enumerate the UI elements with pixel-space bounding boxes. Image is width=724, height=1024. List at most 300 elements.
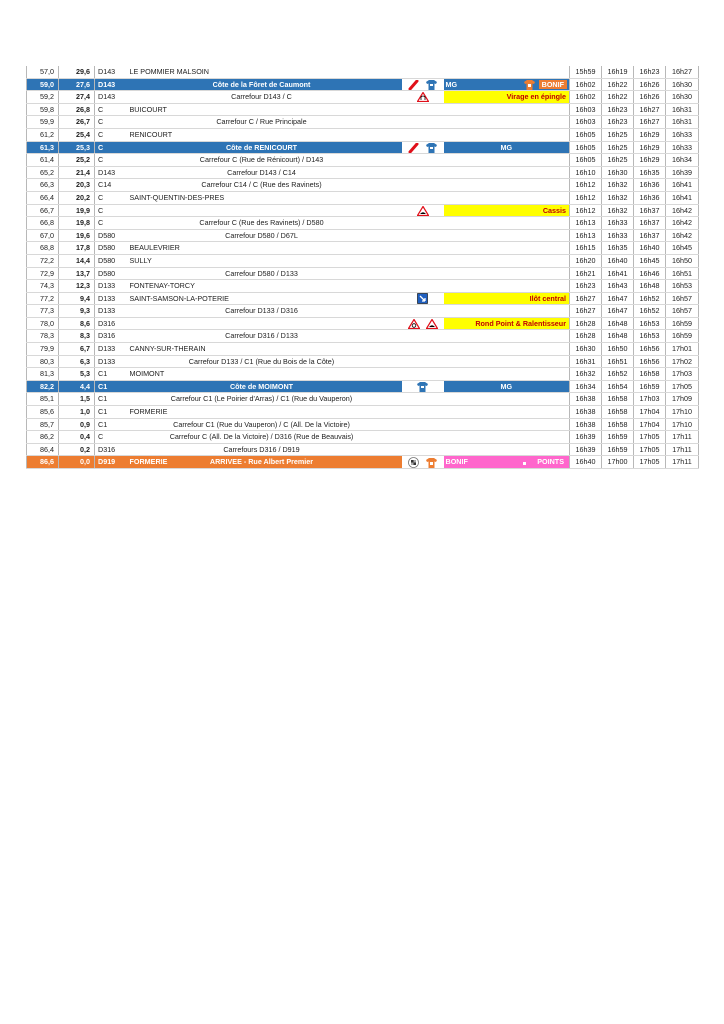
km-cell: 74,3 — [27, 280, 59, 293]
time-cell: 16h25 — [602, 141, 634, 154]
note-cell — [444, 292, 570, 305]
remaining-km-cell: 25,2 — [59, 154, 95, 167]
time-cell: 16h30 — [570, 343, 602, 356]
time-cell: 16h40 — [602, 254, 634, 267]
time-cell: 16h12 — [570, 204, 602, 217]
crossing-name: Carrefour D143 / C — [231, 92, 292, 102]
table-row — [27, 229, 699, 242]
km-cell: 59,8 — [27, 103, 59, 116]
route-cell: C — [95, 204, 122, 217]
km-cell: 79,9 — [27, 343, 59, 356]
place-name: CANNY-SUR-THERAIN — [129, 344, 206, 354]
time-cell: 16h42 — [666, 217, 699, 230]
remaining-km-cell: 19,9 — [59, 204, 95, 217]
crossing-name: ARRIVEE - Rue Albert Premier — [209, 457, 314, 467]
time-cell: 16h21 — [570, 267, 602, 280]
location-cell — [122, 242, 402, 255]
time-cell: 17h11 — [666, 431, 699, 444]
km-cell: 59,0 — [27, 78, 59, 91]
note-cell — [444, 179, 570, 192]
route-cell: D133 — [95, 305, 122, 318]
note-label: Ilôt central — [529, 293, 566, 303]
time-cell: 16h32 — [570, 368, 602, 381]
time-cell: 17h04 — [634, 406, 666, 419]
time-cell: 16h13 — [570, 229, 602, 242]
table-row — [27, 179, 699, 192]
note-cell — [444, 317, 570, 330]
km-cell: 72,9 — [27, 267, 59, 280]
time-cell: 16h53 — [634, 330, 666, 343]
table-row — [27, 128, 699, 141]
remaining-km-cell: 0,2 — [59, 443, 95, 456]
location-cell — [122, 317, 402, 330]
time-cell: 16h23 — [602, 116, 634, 129]
icon-cell — [402, 431, 444, 444]
route-cell: D143 — [95, 78, 122, 91]
crossing-name: Carrefour C / Rue Principale — [216, 117, 307, 127]
remaining-km-cell: 5,3 — [59, 368, 95, 381]
note-cell — [444, 128, 570, 141]
table-row — [27, 217, 699, 230]
table-row — [27, 368, 699, 381]
time-cell: 17h04 — [634, 418, 666, 431]
remaining-km-cell: 1,5 — [59, 393, 95, 406]
time-cell: 16h03 — [570, 103, 602, 116]
location-cell — [122, 128, 402, 141]
time-cell: 16h27 — [634, 116, 666, 129]
time-cell: 16h47 — [602, 305, 634, 318]
time-cell: 16h59 — [602, 431, 634, 444]
location-cell — [122, 443, 402, 456]
time-cell: 16h48 — [634, 280, 666, 293]
table-row — [27, 456, 699, 469]
location-cell — [122, 254, 402, 267]
remaining-km-cell: 9,4 — [59, 292, 95, 305]
km-cell: 80,3 — [27, 355, 59, 368]
note-cell — [444, 191, 570, 204]
note-cell — [444, 141, 570, 154]
time-cell: 16h39 — [666, 166, 699, 179]
time-cell: 16h40 — [570, 456, 602, 469]
remaining-km-cell: 0,4 — [59, 431, 95, 444]
time-cell: 16h20 — [570, 254, 602, 267]
location-cell — [122, 280, 402, 293]
location-cell — [122, 406, 402, 419]
icon-cell — [402, 191, 444, 204]
icon-cell — [402, 78, 444, 91]
crossing-name: Carrefours D316 / D919 — [223, 444, 300, 454]
remaining-km-cell: 14,4 — [59, 254, 95, 267]
crossing-name: Carrefour C (Rue de Rénicourt) / D143 — [199, 155, 324, 165]
time-cell: 16h22 — [602, 91, 634, 104]
remaining-km-cell: 1,0 — [59, 406, 95, 419]
time-cell: 16h54 — [602, 380, 634, 393]
km-cell: 66,8 — [27, 217, 59, 230]
remaining-km-cell: 9,3 — [59, 305, 95, 318]
icon-cell — [402, 66, 444, 78]
time-cell: 16h52 — [634, 305, 666, 318]
time-cell: 16h53 — [634, 317, 666, 330]
location-cell — [122, 229, 402, 242]
remaining-km-cell: 13,7 — [59, 267, 95, 280]
location-cell — [122, 418, 402, 431]
km-cell: 61,4 — [27, 154, 59, 167]
time-cell: 16h56 — [634, 355, 666, 368]
time-cell: 17h01 — [666, 343, 699, 356]
location-cell — [122, 66, 402, 78]
icon-cell — [402, 380, 444, 393]
time-cell: 16h58 — [602, 418, 634, 431]
remaining-km-cell: 27,4 — [59, 91, 95, 104]
km-cell: 67,0 — [27, 229, 59, 242]
crossing-name: Carrefour D133 / D316 — [225, 306, 298, 316]
note-cell — [444, 103, 570, 116]
route-cell: D133 — [95, 355, 122, 368]
time-cell: 16h35 — [602, 242, 634, 255]
route-cell: C — [95, 431, 122, 444]
remaining-km-cell: 21,4 — [59, 166, 95, 179]
time-cell: 17h03 — [666, 368, 699, 381]
route-cell: D580 — [95, 267, 122, 280]
time-cell: 16h13 — [570, 217, 602, 230]
time-cell: 16h59 — [602, 443, 634, 456]
time-cell: 16h39 — [570, 431, 602, 444]
km-cell: 66,3 — [27, 179, 59, 192]
remaining-km-cell: 26,8 — [59, 103, 95, 116]
km-cell: 72,2 — [27, 254, 59, 267]
location-cell — [122, 154, 402, 167]
icon-cell — [402, 91, 444, 104]
table-row — [27, 418, 699, 431]
km-cell: 59,2 — [27, 91, 59, 104]
time-cell: 16h50 — [666, 254, 699, 267]
remaining-km-cell: 19,8 — [59, 217, 95, 230]
km-cell: 86,4 — [27, 443, 59, 456]
km-cell: 85,6 — [27, 406, 59, 419]
time-cell: 16h41 — [666, 191, 699, 204]
icon-cell — [402, 393, 444, 406]
km-cell: 78,3 — [27, 330, 59, 343]
note-cell — [444, 280, 570, 293]
icon-cell — [402, 166, 444, 179]
place-name: SAINT-SAMSON-LA-POTERIE — [129, 293, 229, 303]
time-cell: 17h09 — [666, 393, 699, 406]
icon-cell — [402, 204, 444, 217]
location-cell — [122, 191, 402, 204]
remaining-km-cell: 0,0 — [59, 456, 95, 469]
table-row — [27, 154, 699, 167]
icon-cell — [402, 267, 444, 280]
time-cell: 16h36 — [634, 179, 666, 192]
crossing-name: Carrefour C14 / C (Rue des Ravinets) — [201, 180, 322, 190]
note-cell — [444, 393, 570, 406]
icon-cell — [402, 343, 444, 356]
climb-icon — [405, 80, 422, 89]
km-cell: 85,7 — [27, 418, 59, 431]
location-cell — [122, 78, 402, 91]
route-cell: D143 — [95, 166, 122, 179]
location-cell — [122, 179, 402, 192]
crossing-name: Carrefour D316 / D133 — [225, 331, 298, 341]
bonus-jersey-icon — [520, 80, 539, 89]
route-cell: D580 — [95, 254, 122, 267]
time-cell: 16h36 — [634, 191, 666, 204]
note-cell — [444, 242, 570, 255]
time-cell: 16h32 — [602, 179, 634, 192]
note-cell — [444, 431, 570, 444]
time-cell: 16h34 — [570, 380, 602, 393]
time-cell: 16h28 — [570, 330, 602, 343]
time-cell: 16h26 — [634, 91, 666, 104]
icon-cell — [402, 116, 444, 129]
crossing-name: Côte de MOIMONT — [229, 381, 294, 391]
time-cell: 16h30 — [666, 91, 699, 104]
km-cell: 66,4 — [27, 191, 59, 204]
time-cell: 16h27 — [666, 66, 699, 78]
route-cell: C1 — [95, 418, 122, 431]
roundabout-warning-icon — [405, 319, 423, 328]
time-cell: 16h31 — [570, 355, 602, 368]
note-cell — [444, 154, 570, 167]
table-row — [27, 103, 699, 116]
remaining-km-cell: 8,3 — [59, 330, 95, 343]
table-row — [27, 431, 699, 444]
time-cell: 16h33 — [602, 217, 634, 230]
route-cell: C1 — [95, 393, 122, 406]
time-cell: 16h38 — [570, 406, 602, 419]
time-cell: 16h32 — [602, 204, 634, 217]
time-cell: 16h57 — [666, 305, 699, 318]
time-cell: 16h56 — [634, 343, 666, 356]
time-cell: 17h05 — [634, 431, 666, 444]
remaining-km-cell: 26,7 — [59, 116, 95, 129]
remaining-km-cell: 6,7 — [59, 343, 95, 356]
time-cell: 16h41 — [602, 267, 634, 280]
remaining-km-cell: 19,6 — [59, 229, 95, 242]
time-cell: 17h02 — [666, 355, 699, 368]
table-row — [27, 78, 699, 91]
time-cell: 16h05 — [570, 128, 602, 141]
time-cell: 16h48 — [602, 330, 634, 343]
table-row — [27, 292, 699, 305]
note-label: MG — [500, 381, 513, 391]
place-name: SAINT-QUENTIN-DES-PRES — [129, 192, 225, 202]
note-cell — [444, 355, 570, 368]
km-cell: 65,2 — [27, 166, 59, 179]
time-cell: 16h39 — [570, 443, 602, 456]
time-cell: 16h25 — [602, 128, 634, 141]
route-cell: D919 — [95, 456, 122, 469]
note-cell — [444, 305, 570, 318]
location-cell — [122, 91, 402, 104]
icon-cell — [402, 254, 444, 267]
time-cell: 16h59 — [666, 330, 699, 343]
icon-cell — [402, 128, 444, 141]
remaining-km-cell: 29,6 — [59, 66, 95, 78]
time-cell: 16h53 — [666, 280, 699, 293]
bonus-badge: BONIF — [539, 80, 567, 89]
location-cell — [122, 141, 402, 154]
icon-cell — [402, 103, 444, 116]
time-cell: 16h42 — [666, 204, 699, 217]
table-row — [27, 380, 699, 393]
note-cell — [444, 368, 570, 381]
time-cell: 16h28 — [570, 317, 602, 330]
location-cell — [122, 343, 402, 356]
crossing-name: Carrefour D580 / D133 — [225, 268, 298, 278]
route-cell: D316 — [95, 330, 122, 343]
location-cell — [122, 267, 402, 280]
icon-cell — [402, 406, 444, 419]
location-cell — [122, 305, 402, 318]
note-cell — [444, 406, 570, 419]
crossing-name: Carrefour C (All. De la Victoire) / D316 (Rue de Beauvais) — [169, 432, 354, 442]
remaining-km-cell: 12,3 — [59, 280, 95, 293]
note-cell — [444, 91, 570, 104]
time-cell: 17h11 — [666, 456, 699, 469]
icon-cell — [402, 292, 444, 305]
icon-cell — [402, 141, 444, 154]
time-cell: 16h43 — [602, 280, 634, 293]
points-jersey-icon — [515, 457, 534, 466]
route-cell: D580 — [95, 242, 122, 255]
time-cell: 16h23 — [602, 103, 634, 116]
km-cell: 57,0 — [27, 66, 59, 78]
time-cell: 16h45 — [666, 242, 699, 255]
table-row — [27, 204, 699, 217]
icon-cell — [402, 330, 444, 343]
time-cell: 16h19 — [602, 66, 634, 78]
climb-icon — [405, 143, 422, 152]
route-cell: D143 — [95, 91, 122, 104]
time-cell: 16h23 — [634, 66, 666, 78]
table-row — [27, 280, 699, 293]
time-cell: 16h59 — [666, 317, 699, 330]
remaining-km-cell: 6,3 — [59, 355, 95, 368]
note-label: MG — [445, 79, 458, 89]
route-cell: D316 — [95, 317, 122, 330]
time-cell: 16h29 — [634, 128, 666, 141]
jersey-icon — [422, 143, 441, 152]
table-row — [27, 330, 699, 343]
time-cell: 16h12 — [570, 179, 602, 192]
time-cell: 16h37 — [634, 204, 666, 217]
km-cell: 61,2 — [27, 128, 59, 141]
note-cell — [444, 267, 570, 280]
location-cell — [122, 368, 402, 381]
table-row — [27, 343, 699, 356]
km-cell: 66,7 — [27, 204, 59, 217]
time-cell: 16h46 — [634, 267, 666, 280]
location-cell — [122, 116, 402, 129]
icon-cell — [402, 229, 444, 242]
jersey-icon — [422, 80, 441, 89]
time-cell: 16h27 — [570, 292, 602, 305]
table-row — [27, 116, 699, 129]
time-cell: 16h26 — [634, 78, 666, 91]
location-cell — [122, 166, 402, 179]
remaining-km-cell: 20,3 — [59, 179, 95, 192]
note-cell — [444, 380, 570, 393]
note-cell — [444, 443, 570, 456]
remaining-km-cell: 25,3 — [59, 141, 95, 154]
time-cell: 16h27 — [570, 305, 602, 318]
km-cell: 61,3 — [27, 141, 59, 154]
route-cell: C1 — [95, 406, 122, 419]
time-cell: 17h05 — [666, 380, 699, 393]
bonus-badge: POINTS — [534, 457, 567, 466]
table-row — [27, 305, 699, 318]
crossing-name: Carrefour D133 / C1 (Rue du Bois de la Côte) — [188, 356, 335, 366]
timetable-table — [26, 66, 699, 469]
time-cell: 16h48 — [602, 317, 634, 330]
route-cell: C — [95, 191, 122, 204]
place-name: MOIMONT — [129, 369, 165, 379]
note-cell — [444, 78, 570, 91]
table-row — [27, 406, 699, 419]
remaining-km-cell: 4,4 — [59, 380, 95, 393]
table-row — [27, 141, 699, 154]
time-cell: 16h29 — [634, 154, 666, 167]
note-cell — [444, 330, 570, 343]
route-cell: D133 — [95, 292, 122, 305]
remaining-km-cell: 20,2 — [59, 191, 95, 204]
place-name: FORMERIE — [129, 407, 168, 417]
time-cell: 16h51 — [666, 267, 699, 280]
route-cell: C1 — [95, 368, 122, 381]
icon-cell — [402, 418, 444, 431]
km-cell: 59,9 — [27, 116, 59, 129]
remaining-km-cell: 8,6 — [59, 317, 95, 330]
time-cell: 17h03 — [634, 393, 666, 406]
table-row — [27, 91, 699, 104]
time-cell: 16h32 — [602, 191, 634, 204]
location-cell — [122, 393, 402, 406]
place-name: FONTENAY-TORCY — [129, 281, 195, 291]
time-cell: 16h37 — [634, 217, 666, 230]
note-label: Cassis — [542, 205, 566, 215]
place-name: LE POMMIER MALSOIN — [129, 67, 209, 76]
time-cell: 16h58 — [602, 406, 634, 419]
hairpin-warning-icon — [414, 92, 432, 101]
bump-warning-icon — [414, 206, 432, 215]
note-label: BONIF — [445, 457, 468, 467]
table-row — [27, 443, 699, 456]
km-cell: 77,2 — [27, 292, 59, 305]
note-cell — [444, 418, 570, 431]
time-cell: 16h38 — [570, 393, 602, 406]
bump-warning-icon — [423, 319, 441, 328]
icon-cell — [402, 280, 444, 293]
note-cell — [444, 254, 570, 267]
location-cell — [122, 431, 402, 444]
location-cell — [122, 217, 402, 230]
bonus-jersey-icon — [422, 457, 441, 466]
table-row — [27, 66, 699, 78]
keep-right-sign-icon — [414, 294, 431, 303]
route-cell: D316 — [95, 443, 122, 456]
icon-cell — [402, 154, 444, 167]
note-cell — [444, 343, 570, 356]
time-cell: 16h41 — [666, 179, 699, 192]
time-cell: 16h22 — [602, 78, 634, 91]
time-cell: 16h23 — [570, 280, 602, 293]
table-row — [27, 191, 699, 204]
note-cell — [444, 66, 570, 78]
place-name: BEAULEVRIER — [129, 243, 180, 253]
time-cell: 15h59 — [570, 66, 602, 78]
note-cell — [444, 456, 570, 469]
